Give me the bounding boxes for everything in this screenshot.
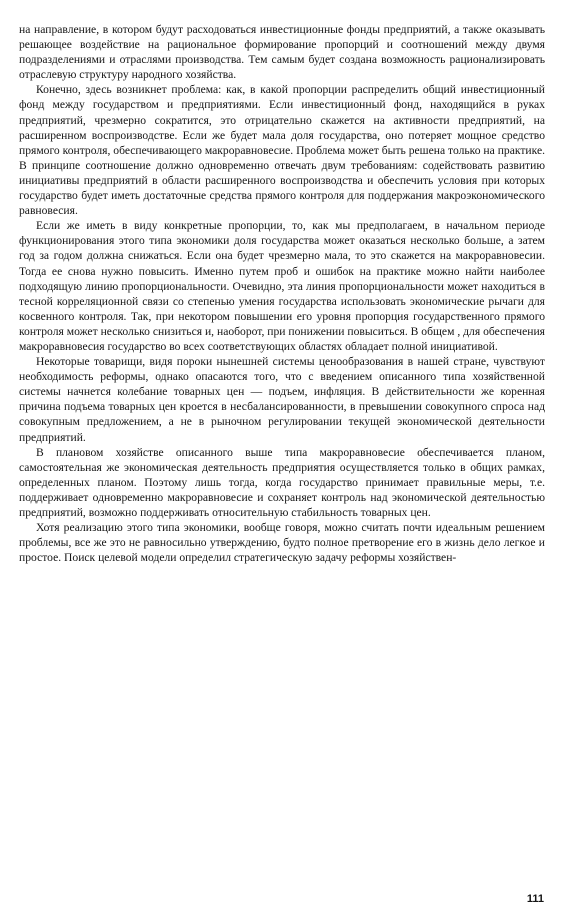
paragraph-4: Некоторые товарищи, видя пороки нынешней системы ценообразования в нашей стране, чувствуют необходимость реформы, однако опасаются того, что с введением описанного типа хозяйственной системы начнется колебание товарных цен — подъем, инфляция. В действительности же коренная причина подъема товарных цен кроется в несбалансированности, в превышении совокупного спроса над совокупным предложением, а не в рыночном регулировании текущей экономической деятельности предприятий. [19, 355, 545, 444]
paragraph-6: Хотя реализацию этого типа экономики, вообще говоря, можно считать почти идеальным решением проблемы, все же это не равносильно утверждению, будто полное претворение его в жизнь дело легкое и простое. Поиск целевой модели определил стратегическую задачу реформы хозяйствен- [19, 521, 545, 565]
paragraph-1: на направление, в котором будут расходоваться инвестиционные фонды предприятий, а также оказывать решающее воздействие на рациональное формирование пропорций и соотношений между двумя подразделениями и отраслями производства. Тем самым будет создана возможность рационализировать отраслевую структуру народного хозяйства. [19, 23, 545, 82]
paragraph-3: Если же иметь в виду конкретные пропорции, то, как мы предполагаем, в начальном периоде функционирования этого типа экономики доля государства может оказаться несколько больше, а затем год за годом должна снижаться. Если она будет чрезмерно мала, то это скажется на макроравновесии. Тогда ее снова нужно повысить. Именно путем проб и ошибок на практике можно найти наиболее подходящую линию пропорциональности. Очевидно, эта линия пропорциональности может находиться в тесной корреляционной связи со степенью умения государства использовать экономические рычаги для косвенного контроля. Так, при некотором повышении его уровня пропорция государственного прямого контроля может несколько снизиться и, наоборот, при понижении повыситься. В общем , для обеспечения макроравновесия государство во всех соответствующих областях обладает полной инициативой. [19, 219, 545, 353]
page-text-body [19, 22, 545, 565]
paragraph-2: Конечно, здесь возникнет проблема: как, в какой пропорции распределить общий инвестиционный фонд между государством и предприятиями. Если инвестиционный фонд, находящийся в руках предприятий, чрезмерно сократится, это отрицательно скажется на активности предприятий, на расширенном воспроизводстве. Если же будет мала доля государства, оно потеряет мощное средство прямого контроля, обеспечивающего макроравновесие. Проблема может быть решена только на практике. В принципе соотношение должно одновременно отвечать двум требованиям: содействовать развитию инициативы предприятий в области расширенного воспроизводства и обеспечить условия при которых государство будет иметь достаточные средства прямого контроля для поддержания макроэкономического равновесия. [19, 83, 545, 218]
page-number: 111 [526, 893, 544, 905]
paragraph-5: В плановом хозяйстве описанного выше типа макроравновесие обеспечивается планом, самостоятельная же экономическая деятельность предприятия осуществляется только в общих рамках, определенных планом. Поэтому лишь тогда, когда государство принимает правильные меры, т.е. поддерживает одновременно макроравновесие и сохраняет контроль над экономической деятельностью предприятий, возможно поддерживать относительную стабильность товарных цен. [19, 445, 545, 519]
